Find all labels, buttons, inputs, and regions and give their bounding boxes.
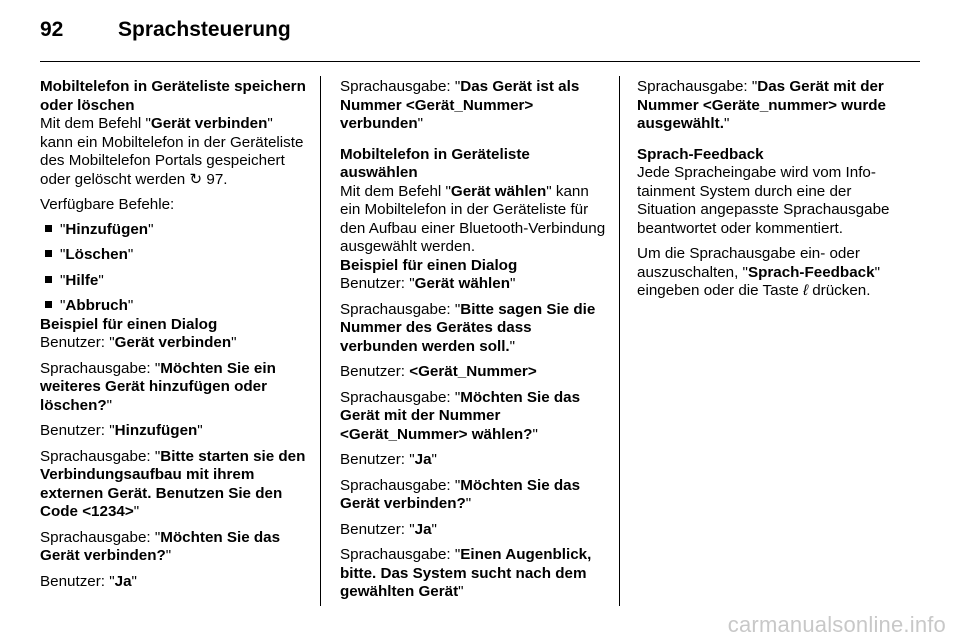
section-heading: Mobiltelefon in Geräteliste auswählen <box>340 145 530 181</box>
list-item: "Löschen" <box>45 246 306 265</box>
header-rule <box>40 61 920 62</box>
list-item: "Hinzufügen" <box>45 221 306 240</box>
bullet-icon <box>45 250 52 257</box>
dialog-line: Sprachausgabe: "Bitte sagen Sie die Nummer des Gerätes dass verbunden werden soll." <box>340 300 596 355</box>
list-item: "Hilfe" <box>45 272 306 291</box>
paragraph: Jede Spracheingabe wird vom Info-tainment System durch eine der Situation angepasste Sprachausgabe beantwortet oder kommentiert. <box>637 164 890 237</box>
paragraph: Mit dem Befehl "Gerät verbinden" kann ein Mobiltelefon in der Geräteliste des Mobiltelefon Portals gespeichert oder gelöscht werden ↻ 97. <box>40 115 304 188</box>
section-heading: Beispiel für einen Dialog <box>340 256 518 274</box>
list-item: "Abbruch" <box>45 297 306 316</box>
page-number: 92 <box>40 18 64 41</box>
dialog-line: Sprachausgabe: "Das Gerät mit der Nummer <Geräte_nummer> wurde ausgewählt." <box>637 78 886 132</box>
dialog-line: Benutzer: "Gerät wählen" <box>340 275 516 292</box>
dialog-line: Sprachausgabe: "Das Gerät ist als Nummer <Gerät_Nummer> verbunden" <box>340 78 580 132</box>
dialog-line: Benutzer: "Gerät verbinden" <box>40 334 237 351</box>
bullet-icon <box>45 276 52 283</box>
voice-feedback-key-icon: ℓ <box>803 282 808 299</box>
paragraph: Mit dem Befehl "Gerät wählen" kann ein Mobiltelefon in der Geräteliste für den Aufbau einer Bluetooth-Verbindung ausgewählt werden. <box>340 182 606 255</box>
dialog-line: Benutzer: "Ja" <box>340 520 437 538</box>
dialog-line: Benutzer: <Gerät_Nummer> <box>340 363 537 380</box>
dialog-line: Sprachausgabe: "Möchten Sie das Gerät verbinden?" <box>340 476 581 512</box>
column-divider-1 <box>320 76 321 606</box>
section-heading: Beispiel für einen Dialog <box>40 315 218 333</box>
dialog-line: Sprachausgabe: "Möchten Sie das Gerät mit der Nummer <Gerät_Nummer> wählen?" <box>340 388 581 443</box>
dialog-line: Benutzer: "Ja" <box>40 572 137 590</box>
section-heading: Mobiltelefon in Geräteliste speichern oder löschen <box>40 78 306 114</box>
column-3 <box>637 78 907 308</box>
bullet-icon <box>45 301 52 308</box>
paragraph: Um die Sprachausgabe ein- oder auszuschalten, "Sprach-Feedback" eingeben oder die Taste ℓ drücken. <box>637 245 880 299</box>
dialog-line: Sprachausgabe: "Möchten Sie das Gerät verbinden?" <box>40 528 281 564</box>
dialog-line: Sprachausgabe: "Einen Augenblick, bitte. Das System sucht nach dem gewählten Gerät" <box>340 546 592 600</box>
bullet-icon <box>45 225 52 232</box>
column-2 <box>340 78 606 609</box>
page-reference-arrow-icon: ↻ <box>189 170 203 188</box>
section-heading: Sprach-Feedback <box>637 145 764 163</box>
dialog-line: Benutzer: "Hinzufügen" <box>40 422 203 439</box>
commands-label: Verfügbare Befehle: <box>40 196 175 213</box>
column-1 <box>40 78 306 598</box>
dialog-line: Sprachausgabe: "Möchten Sie ein weiteres Gerät hinzufügen oder löschen?" <box>40 359 276 414</box>
dialog-line: Benutzer: "Ja" <box>340 451 437 468</box>
command-list <box>40 221 306 316</box>
page-title: Sprachsteuerung <box>118 18 291 41</box>
column-divider-2 <box>619 76 620 606</box>
watermark: carmanualsonline.info <box>727 612 946 637</box>
dialog-line: Sprachausgabe: "Bitte starten sie den Verbindungsaufbau mit ihrem externen Gerät. Benutzen Sie den Code <1234>" <box>40 447 306 520</box>
